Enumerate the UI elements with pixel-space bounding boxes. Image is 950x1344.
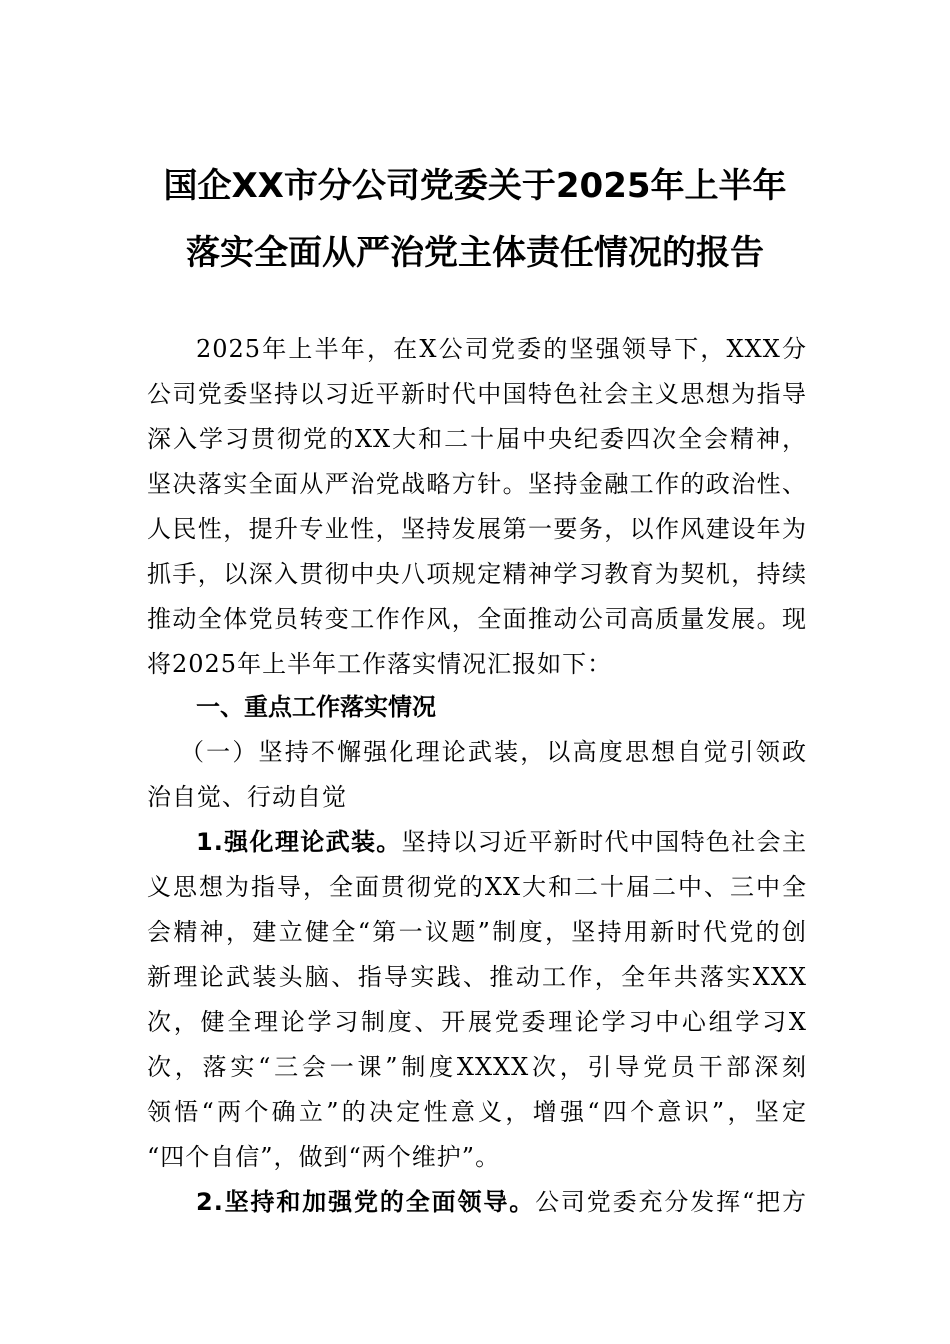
item-1-line: 新理论武装头脑、指导实践、推动工作，全年共落实XXX [147,963,807,991]
item-1-first-line [196,827,807,857]
item-1-line: 次，落实“三会一课”制度XXXX次，引导党员干部深刻 [147,1053,807,1081]
intro-line: 抓手，以深入贯彻中央八项规定精神学习教育为契机，持续 [147,560,807,588]
item-1-first-rest: 坚持以习近平新时代中国特色社会主 [401,828,808,856]
item-1-line: 义思想为指导，全面贯彻党的XX大和二十届二中、三中全 [147,873,807,901]
intro-line: 坚决落实全面从严治党战略方针。坚持金融工作的政治性、 [147,470,807,498]
intro-line: 深入学习贯彻党的XX大和二十届中央纪委四次全会精神， [147,425,807,453]
item-2-first-line [196,1187,807,1217]
document-title-line-2: 落实全面从严治党主体责任情况的报告 [186,233,764,273]
subsection-heading: 治自觉、行动自觉 [147,783,347,811]
intro-line: 将2025年上半年工作落实情况汇报如下： [147,650,613,678]
item-2-label: 2.坚持和加强党的全面领导。 [196,1188,536,1216]
item-2-first-rest: 公司党委充分发挥“把方 [535,1188,807,1216]
subsection-heading: （一）坚持不懈强化理论武装，以高度思想自觉引领政 [180,738,807,766]
intro-line: 人民性，提升专业性，坚持发展第一要务，以作风建设年为 [147,515,807,543]
item-1-line: 会精神，建立健全“第一议题”制度，坚持用新时代党的创 [147,918,807,946]
item-1-line: 领悟“两个确立”的决定性意义，增强“四个意识”，坚定 [147,1098,807,1126]
section-heading: 一、重点工作落实情况 [196,693,436,721]
item-1-line: 次，健全理论学习制度、开展党委理论学习中心组学习X [147,1008,807,1036]
item-1-line: “四个自信”，做到“两个维护”。 [147,1143,501,1171]
intro-line: 公司党委坚持以习近平新时代中国特色社会主义思想为指导 [147,380,807,408]
intro-line: 2025年上半年，在X公司党委的坚强领导下，XXX分 [196,335,807,363]
document-title-line-1: 国企XX市分公司党委关于2025年上半年 [163,166,787,206]
intro-line: 推动全体党员转变工作作风，全面推动公司高质量发展。现 [147,605,807,633]
item-1-label: 1.强化理论武装。 [196,828,402,856]
